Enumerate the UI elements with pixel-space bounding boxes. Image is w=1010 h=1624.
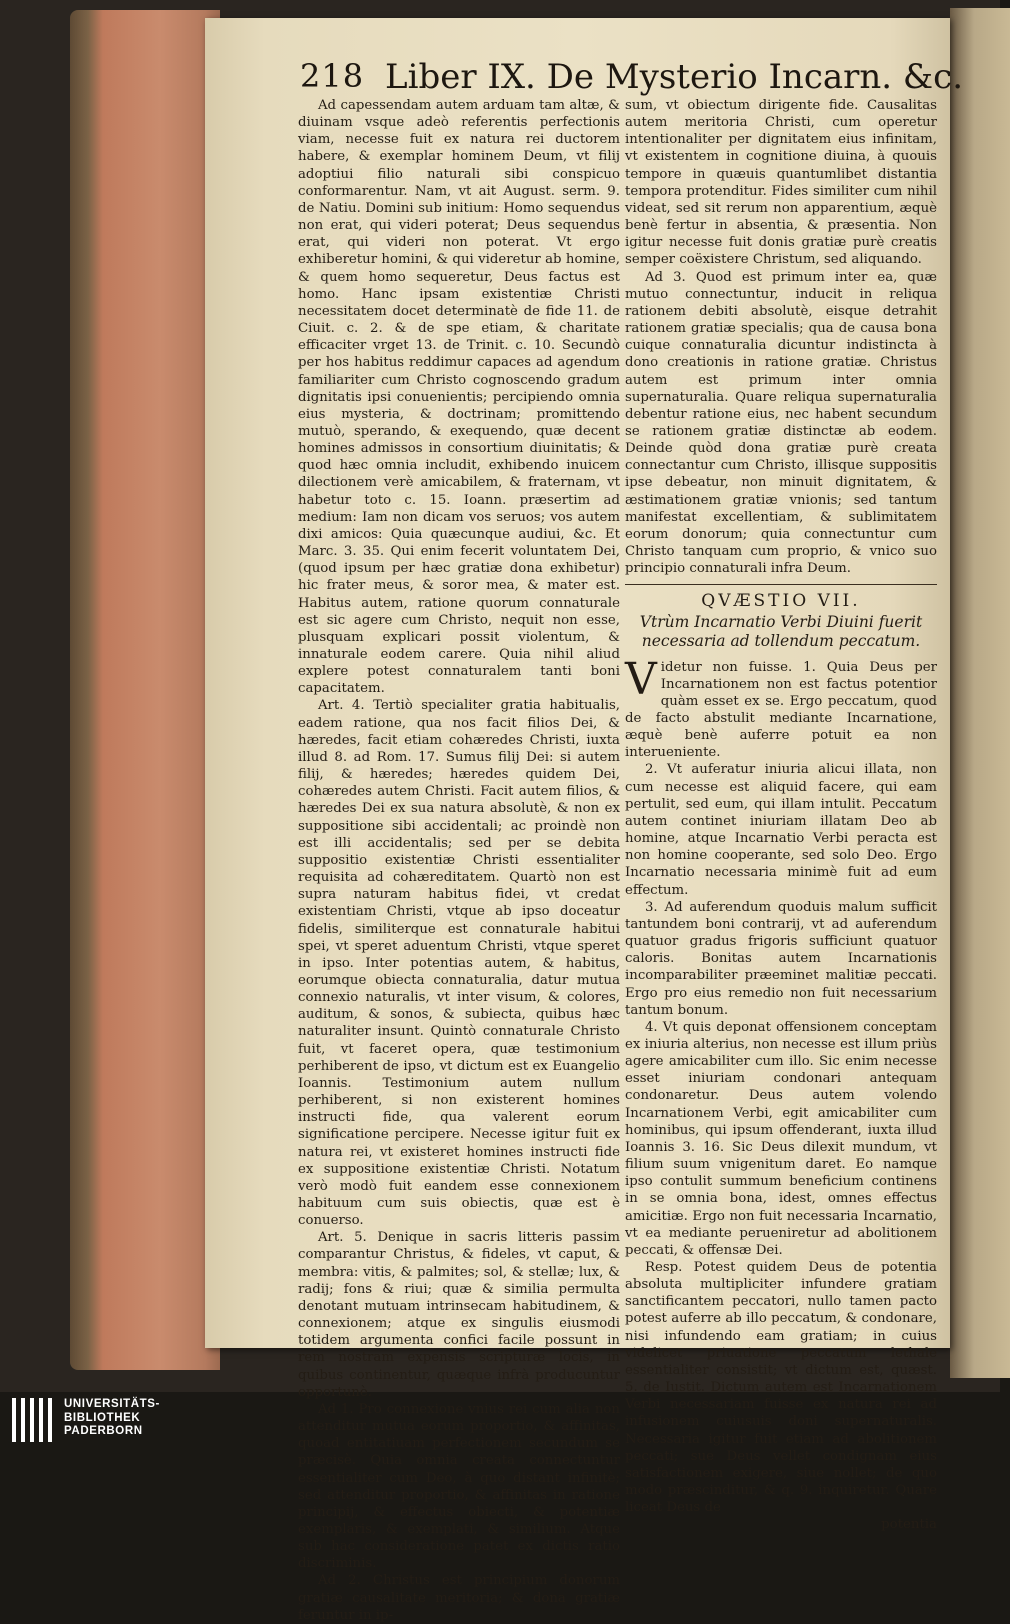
left-paragraph: Art. 5. Denique in sacris litteris passim comparantur Christus, & fideles, vt caput, & membra: vitis, & palmites; sol, & stellæ; lux, & radij; fons & riui; quæ & similia permulta denotant mutuam intrinsecam habitudinem, & connexionem; atque ex singulis eiusmodi totidem argumenta confici facile possunt in rem nostram expensis scripturæ locis, in quibus continentur, quæque infrà producuntur opportunè. [298, 1230, 620, 1400]
question-paragraph: 4. Vt quis deponat offensionem conceptam ex iniuria alterius, non necesse est illum priùs agere amicabiliter cum illo. Sic enim necesse esset iniuriam condonari antequam condonaretur. Deus autem volendo Incarnationem Verbi, egit amicabiliter cum hominibus, qui ipsum offenderant, iuxta illud Ioannis 3. 16. Sic Deus dilexit mundum, vt filium suum vnigenitum daret. Eo namque ipso contulit summum beneficium continens in se omnia bona, idest, omnes effectus amicitiæ. Ergo non fuit necessaria Incarnatio, vt ea mediante perueniretur ad abolitionem peccati, & offensæ Dei. [625, 1019, 937, 1258]
library-name [64, 1398, 160, 1439]
running-title: Liber IX. De Mysterio Incarn. &c. [385, 57, 964, 97]
question-paragraph: 2. Vt auferatur iniuria alicui illata, non cum necesse est aliquid facere, qui eam pertulit, sed eum, qui illam intulit. Peccatum autem continet iniuriam illatam Deo ab homine, atque Incarnatio Verbi peracta est non homine cooperante, sed solo Deo. Ergo Incarnatio necessaria minimè fuit ad eum effectum. [625, 762, 937, 898]
facing-page-edge [950, 8, 1010, 1378]
question-paragraph: 3. Ad auferendum quoduis malum sufficit tantundem boni contrarij, vt ad auferendum quatuor gradus frigoris sufficiunt quatuor caloris. Bonitas autem Incarnationis incomparabiliter præeminet malitiæ peccati. Ergo pro eius remedio non fuit necessarium tantum bonum. [625, 899, 937, 1018]
section-rule [625, 584, 937, 585]
question-paragraph: Resp. Potest quidem Deus de potentia absoluta multipliciter infundere gratiam sanctificantem peccatori, nullo tamen pacto potest auferre ab illo peccatum, & condonare, nisi infundendo eam gratiam; in cuius videlicet priuatione peccatum lethale essentialiter consistit; vt dictum est, quæst. 5. de Iustit. Dictum autem est Incarnationem Verbi necessariam fuisse ex natura rei ad infusionem cuiusuis doni supernaturalis. Necessaria igitur fuit etiam ad abolitionem peccati; sue Deus vellet condignam eius satisfactionem exigere, siue nollet; de quo modo præscinditur, & q. 9. inquiretur. Quare liceat Deus de [625, 1260, 937, 1516]
right-column [625, 97, 937, 1534]
page-number: 218 [300, 57, 365, 95]
left-paragraph: Ad 2. Christus est principium donorum gratiæ causalitate meritoria; & dona gratiæ feruntur in ip- [298, 1573, 620, 1623]
question-first-text: idetur non fuisse. 1. Quia Deus per Incarnationem non est factus potentior quàm esset ex se. Ergo peccatum, quod de facto abstulit mediante Incarnatione, æquè benè auferre potuit ea non interueniente. [625, 659, 937, 761]
library-logo [12, 1398, 232, 1442]
left-paragraph: Ad 1. Pro connexione vnius rei cum alia non attenditur mutua eorum proportio, & affinitas, quoad entitatiuam perfectionem secundum se præcisè. Quia omnia creata connectuntur essentialiter cum Deo, à quo distant infinitè; sed attenditur proportio, & affinitas in ratione principij, & effectus obiecti, & potentiæ exemplaris, & exemplati, & similium. Atque sub hac consideratione patet ex dictis ratio discriminis. [298, 1401, 620, 1572]
library-name-line: BIBLIOTHEK [64, 1411, 141, 1424]
left-paragraph: Ad capessendam autem arduam tam altæ, & diuinam vsque adeò referentis perfectionis viam, necesse fuit ex natura rei ductorem habere, & exemplar hominem Deum, vt filij adoptiui filio naturali sibi conspicuo conformarentur. Nam, vt ait August. serm. 9. de Natiu. Domini sub initium: Homo sequendus non erat, qui videri poterat; Deus sequendus erat, qui videri non poterat. Vt ergo exhiberetur homini, & qui videretur ab homine, & quem homo sequeretur, Deus factus est homo. Hanc ipsam existentiæ Christi necessitatem docet determinatè de fide 11. de Ciuit. c. 2. & de spe etiam, & charitate efficaciter vrget 13. de Trinit. c. 10. Secundò per hos habitus reddimur capaces ad agendum familiariter cum Christo cognoscendo gradum dignitatis ipsi conuenientis; percipiendo omnia eius mysteria, & doctrinam; promittendo mutuò, sperando, & exequendo, quæ decent homines admissos in consortium diuinitatis; & quod hæc omnia includit, exhibendo inuicem dilectionem verè amicabilem, & fraternam, vt habetur toto c. 15. Ioann. præsertim ad medium: Iam non dicam vos seruos; vos autem dixi amicos: Quia quæcunque audiui, &c. Et Marc. 3. 35. Qui enim fecerit voluntatem Dei, (quod ipsum per hæc gratiæ dona exhibetur) hic frater meus, & soror mea, & mater est. Habitus autem, ratione quorum connaturale est sic agere cum Christo, nequit non esse, plusquam explicari possit violentum, & innaturale eodem carere. Quia nihil aliud explere potest connaturalem tanti boni capacitatem. [298, 98, 620, 697]
right-paragraph: Ad 3. Quod est primum inter ea, quæ mutuo connectuntur, inducit in reliqua rationem debiti absolutè, eisque detrahit rationem gratiæ specialis; qua de causa bona cuique connaturalia dicuntur indistincta à dono creationis in ratione gratiæ. Christus autem est primum inter omnia supernaturalia. Quare reliqua supernaturalia debentur ratione eius, nec habent secundum se rationem gratiæ distinctæ ab eodem. Deinde quòd dona gratiæ purè creata connectantur cum Christo, illisque suppositis ipse debeatur, non minuit dignitatem, & æstimationem gratiæ vnionis; sed tantum manifestat excellentiam, & sublimitatem eorum donorum; quia connectuntur cum Christo tanquam cum proprio, & vnico suo principio connaturali infra Deum. [625, 269, 937, 577]
left-column [298, 97, 620, 1624]
drop-cap: V [625, 653, 657, 705]
catchword: potentia [881, 1517, 937, 1533]
question-heading: QVÆSTIO VII. [701, 591, 861, 612]
question-title: Vtrùm Incarnatio Verbi Diuini fuerit necessaria ad tollendum peccatum. [639, 612, 923, 650]
library-name-line: PADERBORN [64, 1425, 143, 1437]
right-paragraph: sum, vt obiectum dirigente fide. Causalitas autem meritoria Christi, cum operetur intentionaliter per dignitatem eius infinitam, vt existentem in cognitione diuina, à quouis tempore in quæuis quantumlibet distantia tempora protenditur. Fides similiter cum nihil videat, sed sit rerum non apparentium, æquè benè fertur in absentia, & præsentia. Non igitur necesse fuit donis gratiæ purè creatis semper coëxistere Christum, sed aliquando. [625, 98, 937, 268]
library-logo-icon [12, 1398, 52, 1442]
question-paragraph [625, 653, 937, 762]
book-fore-edge [70, 10, 220, 1370]
left-paragraph: Art. 4. Tertiò specialiter gratia habitualis, eadem ratione, qua nos facit filios Dei, & hæredes, facit etiam cohæredes Christi, iuxta illud 8. ad Rom. 17. Sumus filij Dei: si autem filij, & hæredes; hæredes quidem Dei, cohæredes autem Christi. Facit autem filios, & hæredes Dei ex sua natura absolutè, & non ex suppositione sibi accidentali; ac proindè non est illi accidentalis; sed per se debita suppositio existentiæ Christi essentialiter requisita ad cohæreditatem. Quartò non est supra naturam habitus fidei, vt credat existentiam Christi, vtque ab ipso doceatur fidelis, similiterque est connaturale habitui spei, vt speret aduentum Christi, vtque speret in ipso. Inter potentias autem, & habitus, eorumque obiecta connaturalia, datur mutua connexio naturalis, vt inter visum, & colores, auditum, & sonos, & subiecta, quibus hæc naturaliter insunt. Quintò connaturale Christo fuit, vt faceret opera, quæ testimonium perhiberent de ipso, vt dictum est ex Euangelio Ioannis. Testimonium autem nullum perhiberent, si non existerent homines instructi fide, qua valerent eorum significatione percipere. Necesse igitur fuit ex natura rei, vt existeret homines instructi fide ex suppositione existentiæ Christi. Notatum verò modò fuit eandem esse connexionem habituum cum suis obiectis, quæ est è conuerso. [298, 698, 620, 1229]
library-name-line: UNIVERSITÄTS- [64, 1398, 160, 1410]
